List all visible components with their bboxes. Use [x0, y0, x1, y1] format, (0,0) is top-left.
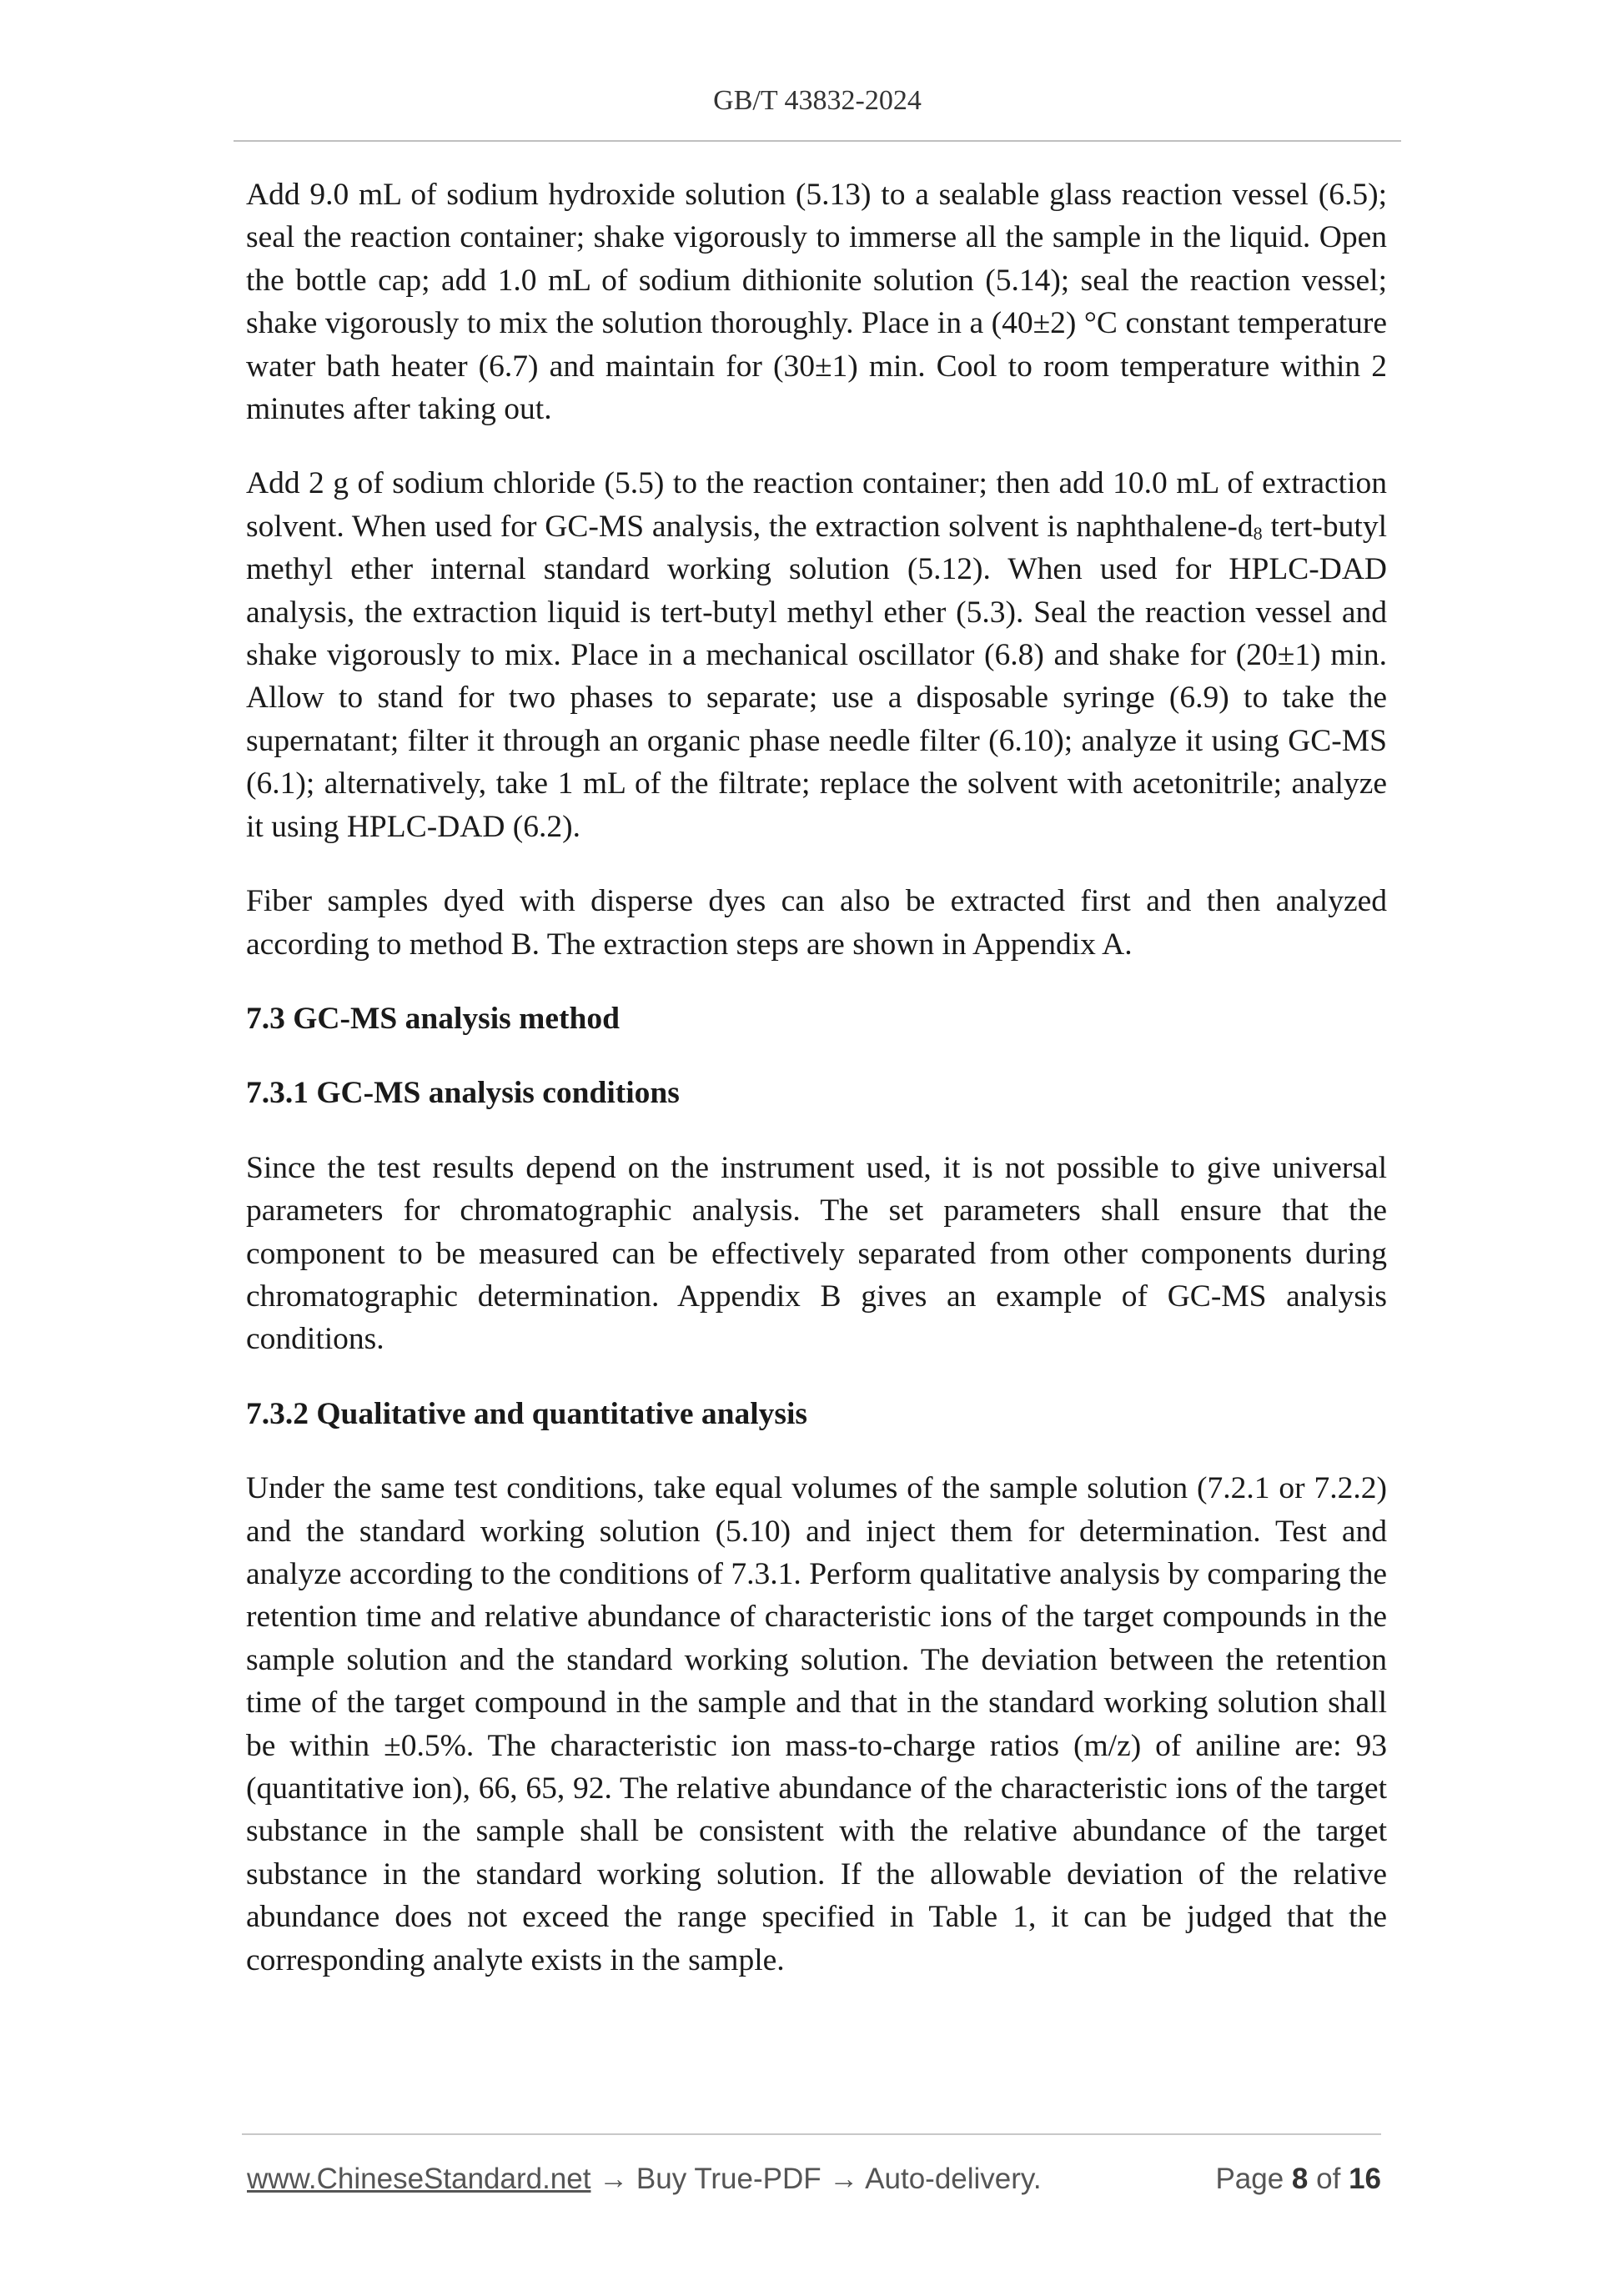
paragraph-qualitative-quantitative: Under the same test conditions, take equal volumes of the sample solution (7.2.1 or 7.2.2) and the standard working solution (5.10) and inject them for determination. Test and analyze according to the conditions of 7.3.1. Perform qualitative analysis by comparing the retention time and relative abundance of characteristic ions of the target compounds in the sample solution and the standard working solution. The deviation between the retention time of the target compound in the sample and that in the standard working solution shall be within ±0.5%. The characteristic ion mass-to-charge ratios (m/z) of aniline are: 93 (quantitative ion), 66, 65, 92. The relative abundance of the characteristic ions of the target substance in the sample shall be consistent with the relative abundance of the target substance in the standard working solution. If the allowable deviation of the relative abundance does not exceed the range specified in Table 1, it can be judged that the corresponding analyte exists in the sample. — [246, 1471, 1387, 1977]
heading-7-3-2: 7.3.2 Qualitative and quantitative analysis — [246, 1396, 808, 1431]
standard-code: GB/T 43832-2024 — [713, 85, 922, 116]
page-header — [234, 80, 1401, 142]
paragraph-disperse-dyes: Fiber samples dyed with disperse dyes can also be extracted first and then analyzed according to method B. The extraction steps are shown in Appendix A. — [246, 884, 1387, 962]
document-body — [246, 173, 1387, 2013]
paragraph-analysis-conditions: Since the test results depend on the instrument used, it is not possible to give universal parameters for chromatographic analysis. The set parameters shall ensure that the component to be measured can be effectively separated from other components during chromatographic determination. Appendix B gives an example of GC-MS analysis conditions. — [246, 1150, 1387, 1357]
extraction-text-part-1: Add 2 g of sodium chloride (5.5) to the reaction container; then add 10.0 mL of extraction solvent. When used for GC-MS analysis, the extraction solvent is naphthalene-d — [246, 466, 1387, 544]
paragraph-reaction-steps: Add 9.0 mL of sodium hydroxide solution (5.13) to a sealable glass reaction vessel (6.5); seal the reaction container; shake vigorously to immerse all the sample in the liquid. Open the bottle cap; add 1.0 mL of sodium dithionite solution (5.14); seal the reaction vessel; shake vigorously to mix the solution thoroughly. Place in a (40±2) °C constant temperature water bath heater (6.7) and maintain for (30±1) min. Cool to room temperature within 2 minutes after taking out. — [246, 178, 1387, 427]
current-page-number: 8 — [1291, 2163, 1309, 2195]
heading-7-3-1: 7.3.1 GC-MS analysis conditions — [246, 1076, 680, 1111]
chinesestandard-link[interactable]: www.ChineseStandard.net — [247, 2163, 591, 2195]
page-footer — [247, 2158, 1381, 2200]
extraction-text-part-2: tert-butyl methyl ether internal standard working solution (5.12). When used for HPLC-DAD analysis, the extraction liquid is tert-butyl methyl ether (5.3). Seal the reaction vessel and shake vigorously to mix. Place in a mechanical oscillator (6.8) and shake for (20±1) min. Allow to stand for two phases to separate; use a disposable syringe (6.9) to take the supernatant; filter it through an organic phase needle filter (6.10); analyze it using GC-MS (6.1); alternatively, take 1 mL of the filtrate; replace the solvent with acetonitrile; analyze it using HPLC-DAD (6.2). — [246, 509, 1388, 844]
page-indicator — [1215, 2158, 1381, 2200]
of-label: of — [1316, 2163, 1341, 2195]
deuterium-subscript: 8 — [1253, 522, 1263, 544]
footer-divider — [242, 2133, 1381, 2135]
total-pages: 16 — [1349, 2163, 1381, 2195]
paragraph-extraction-steps — [246, 462, 1387, 848]
heading-7-3: 7.3 GC-MS analysis method — [246, 1001, 620, 1036]
footer-promo — [247, 2158, 1042, 2200]
footer-promo-text: → Buy True-PDF → Auto-delivery. — [590, 2163, 1042, 2195]
page-label: Page — [1215, 2163, 1284, 2195]
